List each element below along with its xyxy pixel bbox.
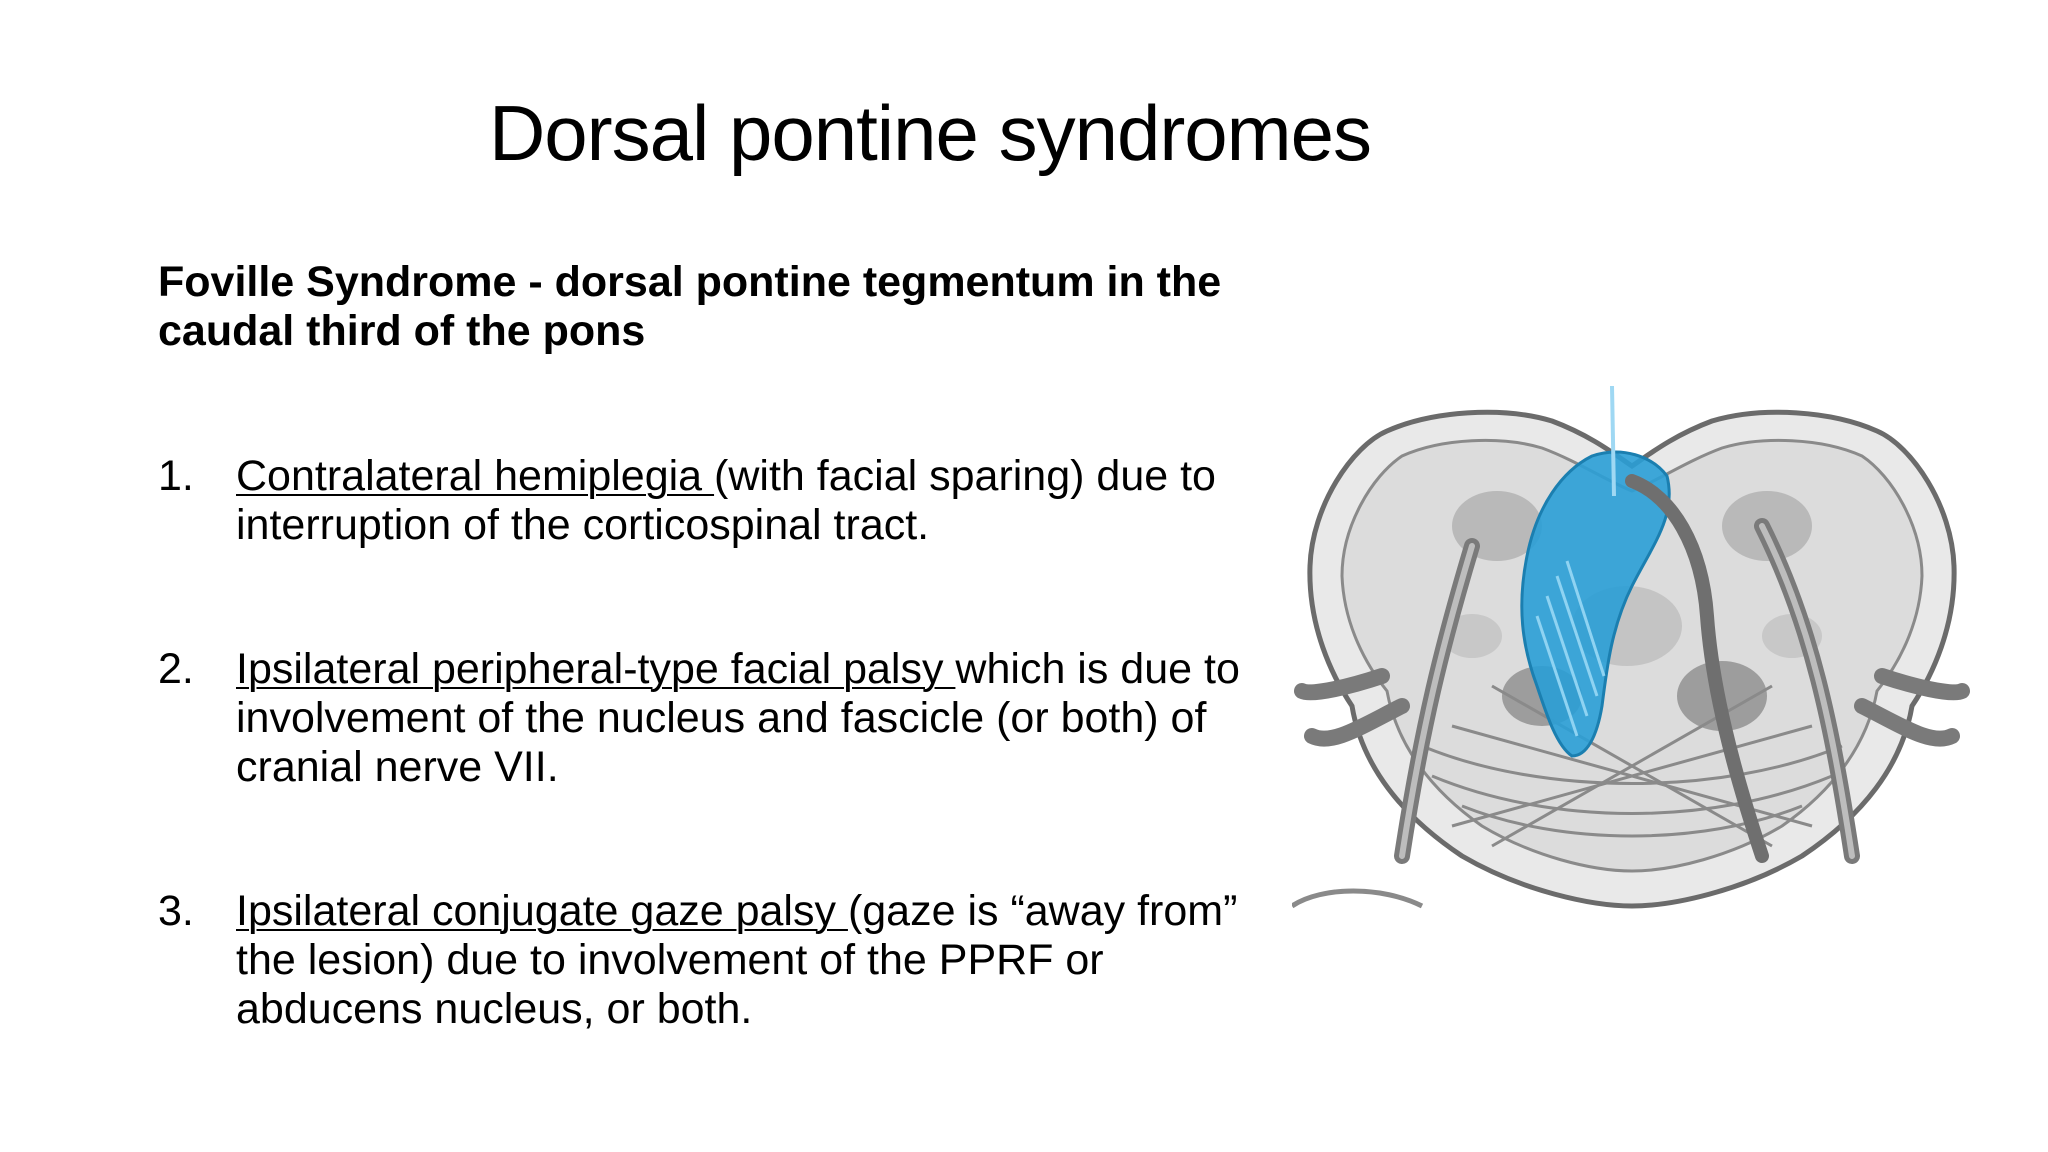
pons-cross-section-icon xyxy=(1292,386,1972,910)
list-item-lead: Ipsilateral peripheral-type facial palsy xyxy=(236,645,956,693)
list-item-body xyxy=(236,452,1246,550)
slide-title: Dorsal pontine syndromes xyxy=(488,89,1372,177)
list-item-lead: Contralateral hemiplegia xyxy=(236,452,715,500)
list-item-text: (with facial sparing) due to interruption of the corticospinal tract. xyxy=(236,452,1216,549)
list-item-lead: Ipsilateral conjugate gaze palsy xyxy=(236,887,848,935)
list-item-body xyxy=(236,645,1246,792)
list-item-body xyxy=(236,887,1246,1034)
list-item-number: 3. xyxy=(158,887,194,935)
list-item-number: 1. xyxy=(158,452,194,500)
list-item-number: 2. xyxy=(158,645,194,693)
list-item-text: (gaze is “away from” the lesion) due to involvement of the PPRF or abducens nucleus, or both. xyxy=(236,887,1238,1033)
slide-subtitle: Foville Syndrome - dorsal pontine tegmentum in the caudal third of the pons xyxy=(158,258,1222,355)
list-item-text: which is due to involvement of the nucleus and fascicle (or both) of cranial nerve VII. xyxy=(236,645,1240,791)
